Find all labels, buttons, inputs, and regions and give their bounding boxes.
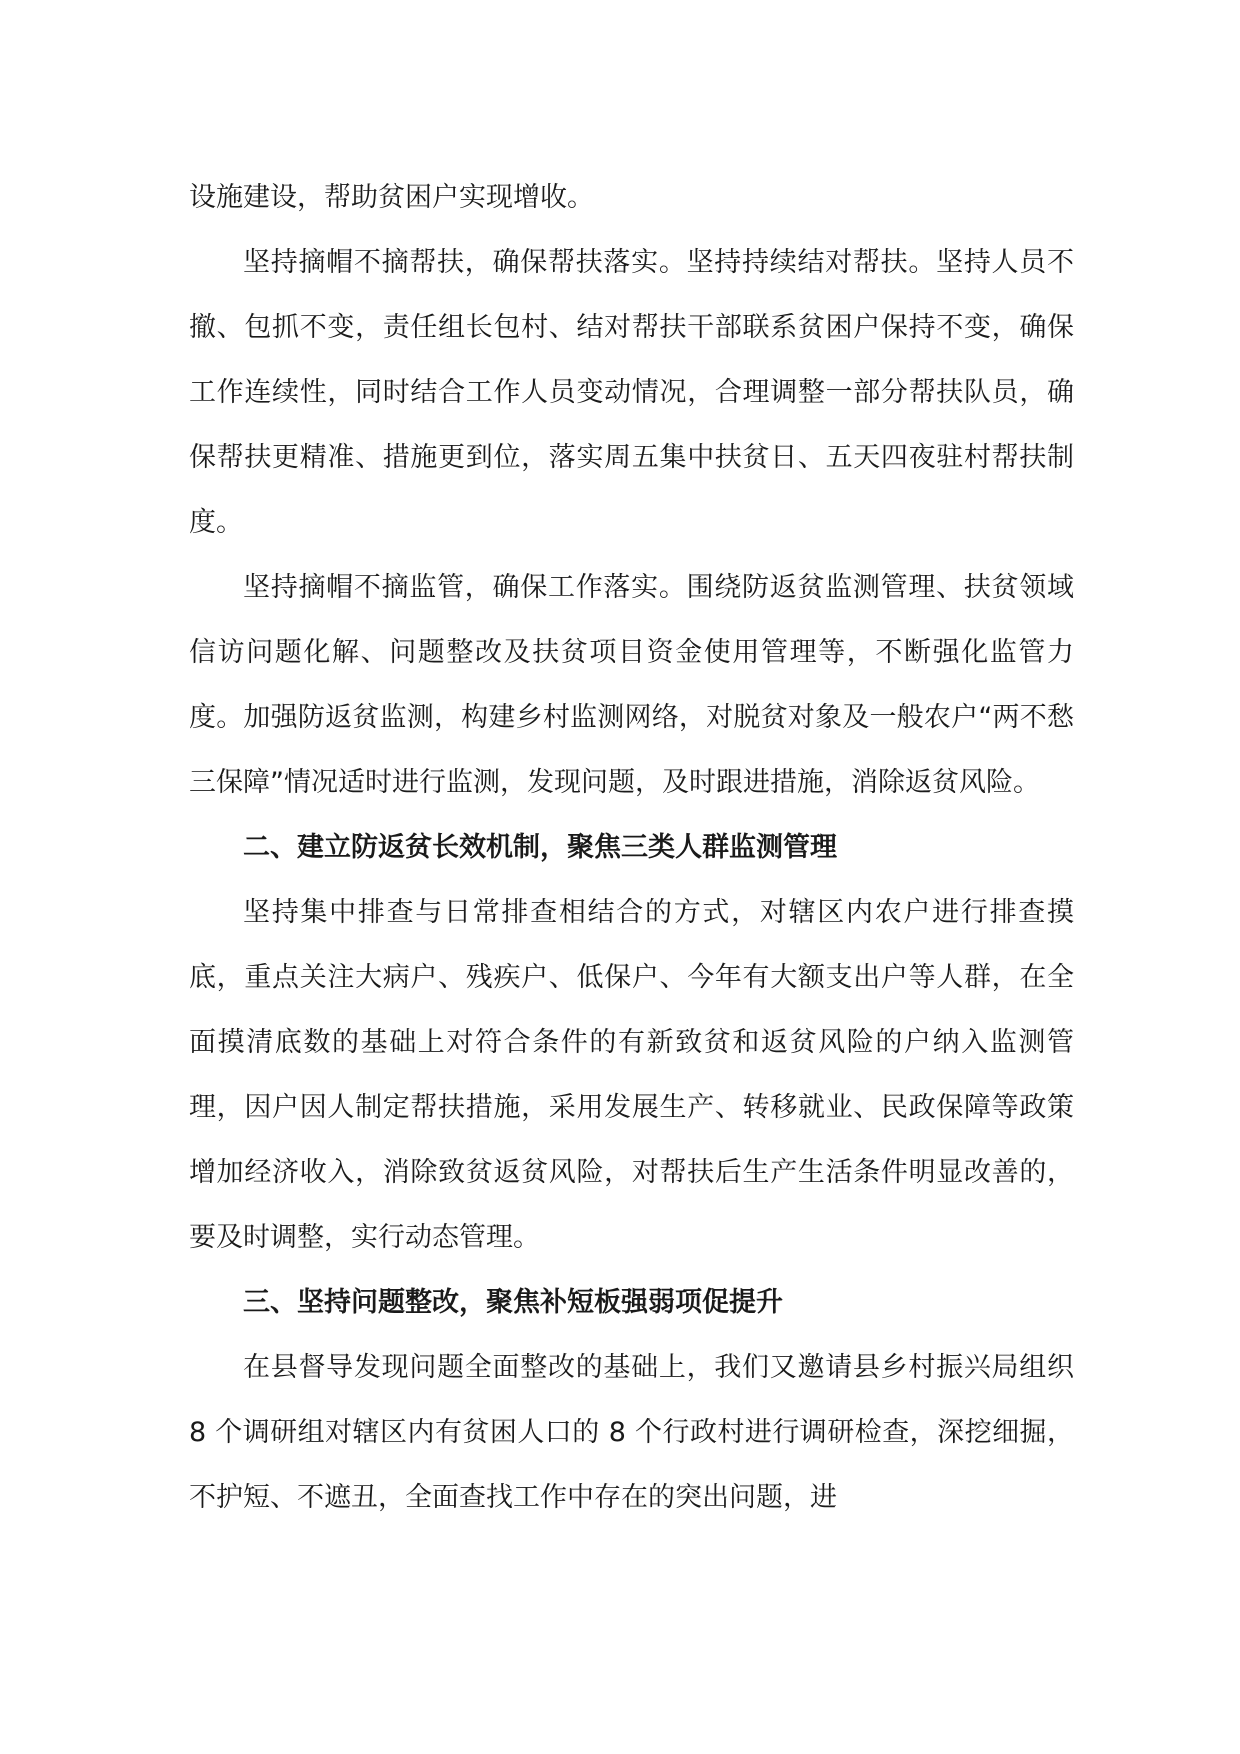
section-heading-3: 三、坚持问题整改，聚焦补短板强弱项促提升: [243, 1287, 783, 1318]
paragraph-supervision: 坚持摘帽不摘监管，确保工作落实。围绕防返贫监测管理、扶贫领域信访问题化解、问题整改及扶贫项目资金使用管理等，不断强化监管力度。加强防返贫监测，构建乡村监测网络，对脱贫对象及一般农户“两不愁三保障”情况适时进行监测，发现问题，及时跟进措施，消除返贫风险。: [189, 572, 1074, 798]
paragraph-monitoring: 坚持集中排查与日常排查相结合的方式，对辖区内农户进行排查摸底，重点关注大病户、残疾户、低保户、今年有大额支出户等人群，在全面摸清底数的基础上对符合条件的有新致贫和返贫风险的户纳入监测管理，因户因人制定帮扶措施，采用发展生产、转移就业、民政保障等政策增加经济收入，消除致贫返贫风险，对帮扶后生产生活条件明显改善的，要及时调整，实行动态管理。: [189, 897, 1074, 1253]
paragraph-rectification: 在县督导发现问题全面整改的基础上，我们又邀请县乡村振兴局组织 8 个调研组对辖区内有贫困人口的 8 个行政村进行调研检查，深挖细掘，不护短、不遮丑，全面查找工作中存在的突出问题，进: [189, 1352, 1074, 1513]
document-page: [189, 165, 1074, 1530]
section-heading-2: 二、建立防返贫长效机制，聚焦三类人群监测管理: [243, 832, 837, 863]
paragraph-continuation: 设施建设，帮助贫困户实现增收。: [189, 182, 594, 213]
paragraph-assistance: 坚持摘帽不摘帮扶，确保帮扶落实。坚持持续结对帮扶。坚持人员不撤、包抓不变，责任组长包村、结对帮扶干部联系贫困户保持不变，确保工作连续性，同时结合工作人员变动情况，合理调整一部分帮扶队员，确保帮扶更精准、措施更到位，落实周五集中扶贫日、五天四夜驻村帮扶制度。: [189, 247, 1074, 538]
